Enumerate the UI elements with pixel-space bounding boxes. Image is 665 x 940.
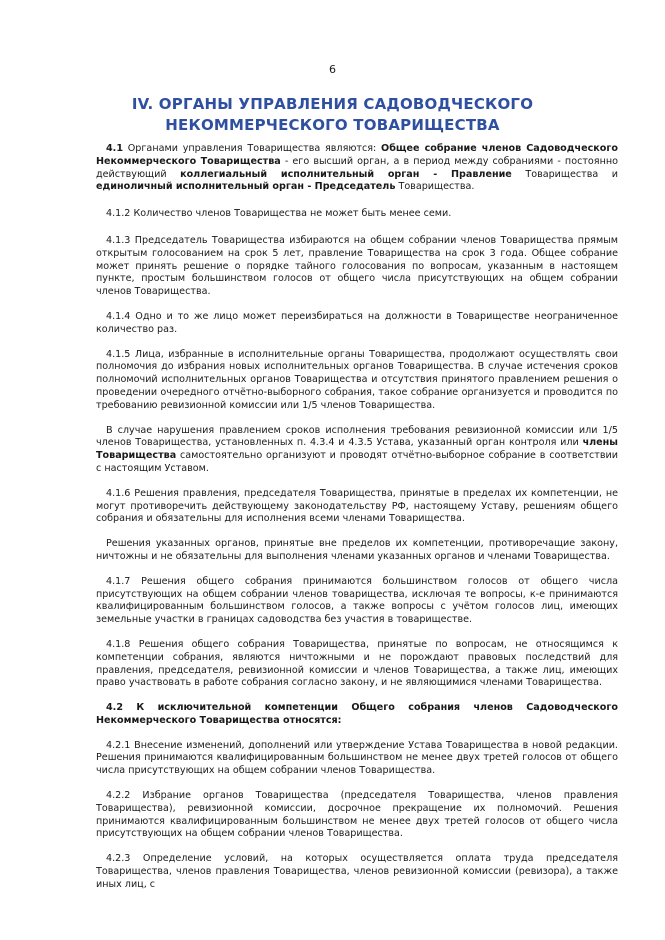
paragraph-4-1-7: 4.1.7 Решения общего собрания принимаются большинством голосов от общего числа присутствующих на общем собрании членов товарищества, исключая те вопросы, к-е принимаются квалифицированным большинством голосов, а также вопросы с учётом голосов лиц, имеющих земельные участки в границах садоводства без участия в товариществе.	[96, 575, 618, 626]
section-title-line-1: IV. ОРГАНЫ УПРАВЛЕНИЯ САДОВОДЧЕСКОГО	[131, 95, 534, 113]
paragraph-4-2-2: 4.2.2 Избрание органов Товарищества (председателя Товарищества, членов правления Товарищества), ревизионной комиссии, досрочное прекращение их полномочий. Решения принимаются квалифицированным большинством не менее двух третей голосов от общего числа присутствующих на общем собрании членов Товарищества.	[96, 790, 618, 840]
text: Товарищества и	[511, 168, 618, 180]
bold-text: коллегиальный исполнительный орган - Правление	[180, 168, 512, 180]
paragraph-4-1-2: 4.1.2 Количество членов Товарищества не может быть менее семи.	[106, 208, 452, 220]
text: Товарищества.	[395, 181, 475, 193]
document-body	[96, 143, 618, 892]
paragraph-4-1	[96, 143, 618, 194]
bold-text: единоличный исполнительный орган - Председатель	[96, 181, 396, 193]
bold-text: 4.2 К исключительной компетенции Общего собрания членов Садоводческого Некоммерческого Товарищества относятся:	[96, 702, 618, 726]
paragraph-violation	[96, 425, 618, 476]
text: - его высший орган, а в период между собраниями - постоянно действующий	[96, 155, 618, 180]
paragraph-4-1-8: 4.1.8 Решения общего собрания Товарищества, принятые по вопросам, не относящимся к компетенции собрания, являются ничтожными и не порождают правовых последствий для правления, председателя, ревизионной комиссии и членов Товарищества, а также лиц, имеющих право участвовать в работе собрания согласно закону, и не являющимися членами Товарищества.	[96, 638, 618, 689]
paragraph-4-2	[96, 702, 618, 728]
paragraph-4-2-3: 4.2.3 Определение условий, на которых осуществляется оплата труда председателя Товарищества, членов правления Товарищества, членов ревизионной комиссии (ревизора), а также иных лиц, с	[96, 853, 618, 890]
clause-number: 4.1	[106, 143, 123, 154]
paragraph-4-1-6: 4.1.6 Решения правления, председателя Товарищества, принятые в пределах их компетенции, не могут противоречить действующему законодательству РФ, настоящему Уставу, решениям общего собрания и обязательны для исполнения всеми членами Товарищества.	[96, 487, 618, 525]
text: самостоятельно организуют и проводят отчётно-выборное собрание в соответствии с настоящим Уставом.	[96, 450, 618, 474]
paragraph-4-1-4: 4.1.4 Одно и то же лицо может переизбираться на должности в Товариществе неограниченное количество раз.	[96, 310, 618, 335]
paragraph-4-1-5: 4.1.5 Лица, избранные в исполнительные органы Товарищества, продолжают осуществлять свои полномочия до избрания новых исполнительных органов Товарищества. В случае истечения сроков полномочий исполнительных органов Товарищества и отсутствия принятого правлением решения о проведении очередного отчётно-выборного собрания, такое собрание организуется и проводится по требованию ревизионной комиссии или 1/5 членов Товарищества.	[96, 348, 618, 411]
text: Органами управления Товарищества являются:	[123, 143, 382, 154]
bold-text: Общее собрание членов Садоводческого Некоммерческого Товарищества	[96, 143, 618, 167]
section-title-line-2: НЕКОММЕРЧЕСКОГО ТОВАРИЩЕСТВА	[165, 116, 500, 134]
paragraph-decisions: Решения указанных органов, принятые вне пределов их компетенции, противоречащие закону, ничтожны и не обязательны для выполнения членами указанных органов и членами Товарищества.	[96, 538, 618, 562]
section-title	[0, 94, 665, 136]
text: В случае нарушения правлением сроков исполнения требования ревизионной комиссии или 1/5 членов Товарищества, установленных п. 4.3.4 и 4.3.5 Устава, указанный орган контроля или	[96, 424, 618, 449]
page-number: 6	[329, 63, 336, 76]
bold-text: члены Товарищества	[96, 437, 618, 462]
paragraph-4-2-1: 4.2.1 Внесение изменений, дополнений или утверждение Устава Товарищества в новой редакции. Решения принимаются квалифицированным большинством не менее двух третей голосов от общего числа присутствующих на общем собрании членов Товарищества.	[96, 739, 618, 777]
paragraph-4-1-3: 4.1.3 Председатель Товарищества избираются на общем собрании членов Товарищества прямым открытым голосованием на срок 5 лет, правление Товарищества на срок 3 года. Общее собрание может принять решение о порядке тайного голосования по вопросам, указанным в настоящем пункте, простым большинством голосов от общего числа присутствующих на общем собрании членов Товарищества.	[96, 234, 618, 298]
